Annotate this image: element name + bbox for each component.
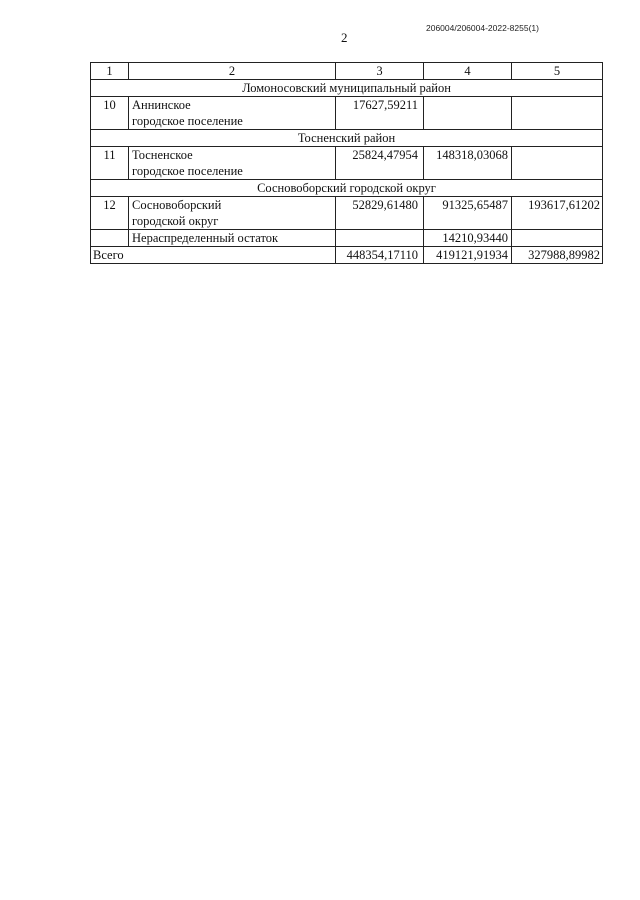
table-row <box>91 97 603 130</box>
page-number: 2 <box>341 30 348 45</box>
row-name <box>129 197 336 230</box>
column-header: 2 <box>129 63 336 80</box>
row-number <box>91 230 129 247</box>
row-name <box>129 97 336 130</box>
section-row <box>91 130 603 147</box>
column-header: 3 <box>336 63 424 80</box>
document-id: 206004/206004-2022-8255(1) <box>426 23 539 33</box>
cell-col5: 193617,61202 <box>512 197 603 230</box>
row-number: 12 <box>91 197 129 230</box>
column-header: 1 <box>91 63 129 80</box>
section-title: Ломоносовский муниципальный район <box>91 80 603 97</box>
cell-col4: 148318,03068 <box>424 147 512 180</box>
table-row <box>91 197 603 230</box>
cell-col4 <box>424 97 512 130</box>
cell-col3: 25824,47954 <box>336 147 424 180</box>
row-name-line: городской округ <box>132 214 219 228</box>
cell-col3: 52829,61480 <box>336 197 424 230</box>
cell-col4: 14210,93440 <box>424 230 512 247</box>
section-title: Сосновоборский городской округ <box>91 180 603 197</box>
cell-col4: 91325,65487 <box>424 197 512 230</box>
row-name-line: Аннинское <box>132 98 191 112</box>
total-label: Всего <box>91 247 336 264</box>
row-name-line: Сосновоборский <box>132 198 222 212</box>
column-header: 4 <box>424 63 512 80</box>
cell-col5 <box>512 147 603 180</box>
cell-col5 <box>512 230 603 247</box>
total-col3: 448354,17110 <box>336 247 424 264</box>
row-name <box>129 147 336 180</box>
cell-col3: 17627,59211 <box>336 97 424 130</box>
row-number: 11 <box>91 147 129 180</box>
cell-col5 <box>512 97 603 130</box>
cell-col3 <box>336 230 424 247</box>
row-number: 10 <box>91 97 129 130</box>
total-col5: 327988,89982 <box>512 247 603 264</box>
row-name-line: городское поселение <box>132 164 243 178</box>
table-row <box>91 147 603 180</box>
column-header: 5 <box>512 63 603 80</box>
table-header-row <box>91 63 603 80</box>
row-name: Нераспределенный остаток <box>129 230 336 247</box>
section-row <box>91 180 603 197</box>
total-col4: 419121,91934 <box>424 247 512 264</box>
data-table <box>90 62 603 264</box>
unallocated-row <box>91 230 603 247</box>
section-row <box>91 80 603 97</box>
row-name-line: Тосненское <box>132 148 193 162</box>
total-row <box>91 247 603 264</box>
section-title: Тосненский район <box>91 130 603 147</box>
row-name-line: городское поселение <box>132 114 243 128</box>
